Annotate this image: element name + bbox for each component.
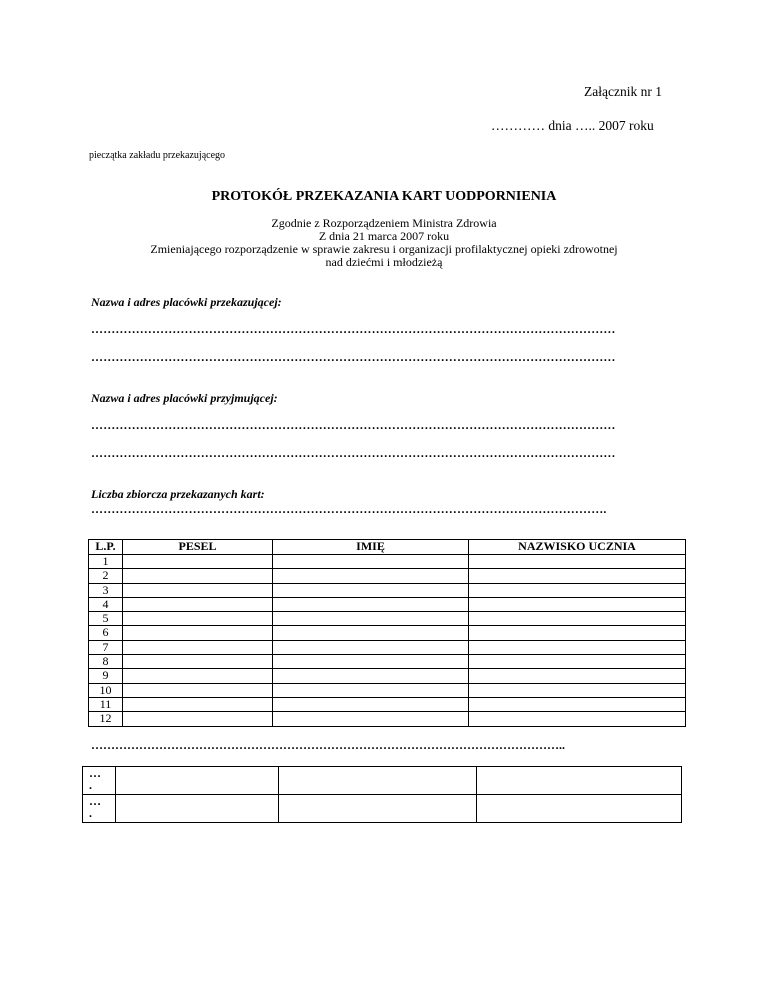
table-row	[89, 569, 686, 583]
continuation-marker-text: … .	[89, 794, 101, 820]
table-row	[89, 583, 686, 597]
nazwisko-cell[interactable]	[469, 683, 686, 697]
subtitle-line-2: Z dnia 21 marca 2007 roku	[318, 229, 450, 243]
pesel-cell[interactable]	[123, 626, 273, 640]
receiver-dots-1: …………………………………………………………………………………………………………………	[91, 418, 616, 432]
continuation-table	[82, 766, 682, 823]
imie-cell[interactable]	[273, 712, 469, 726]
pesel-cell[interactable]	[123, 683, 273, 697]
pesel-cell[interactable]	[123, 612, 273, 626]
imie-cell[interactable]	[279, 767, 477, 795]
pesel-cell[interactable]	[123, 569, 273, 583]
subtitle-line-4: nad dziećmi i młodzieżą	[325, 255, 443, 269]
count-label: Liczba zbiorcza przekazanych kart:	[91, 487, 265, 501]
table-row	[83, 767, 682, 795]
table-header-row	[89, 540, 686, 555]
imie-cell[interactable]	[273, 555, 469, 569]
imie-cell[interactable]	[273, 569, 469, 583]
row-number: 9	[89, 669, 123, 683]
nazwisko-cell[interactable]	[469, 697, 686, 711]
row-number: 1	[89, 555, 123, 569]
continuation-marker-text: … .	[89, 766, 101, 792]
nazwisko-cell[interactable]	[469, 655, 686, 669]
pesel-cell[interactable]	[123, 712, 273, 726]
header-pesel: PESEL	[123, 540, 273, 555]
continuation-marker	[83, 767, 116, 795]
table-row	[89, 640, 686, 654]
subtitle-line-1: Zgodnie z Rozporządzeniem Ministra Zdrowia	[271, 216, 497, 230]
imie-cell[interactable]	[273, 597, 469, 611]
nazwisko-cell[interactable]	[477, 767, 682, 795]
nazwisko-cell[interactable]	[469, 640, 686, 654]
header-nazwisko: NAZWISKO UCZNIA	[469, 540, 686, 555]
pesel-cell[interactable]	[116, 767, 279, 795]
receiver-dots-2: …………………………………………………………………………………………………………………	[91, 446, 616, 460]
nazwisko-cell[interactable]	[469, 612, 686, 626]
row-number: 5	[89, 612, 123, 626]
pesel-cell[interactable]	[123, 555, 273, 569]
row-number: 6	[89, 626, 123, 640]
students-table	[88, 539, 686, 727]
imie-cell[interactable]	[273, 669, 469, 683]
header-imie: IMIĘ	[273, 540, 469, 555]
imie-cell[interactable]	[279, 795, 477, 823]
attachment-label: Załącznik nr 1	[584, 84, 662, 99]
stamp-label: pieczątka zakładu przekazującego	[89, 150, 226, 161]
pesel-cell[interactable]	[123, 697, 273, 711]
receiver-label: Nazwa i adres placówki przyjmującej:	[91, 391, 278, 405]
imie-cell[interactable]	[273, 626, 469, 640]
pesel-cell[interactable]	[123, 597, 273, 611]
continuation-marker	[83, 795, 116, 823]
table-row	[89, 626, 686, 640]
row-number: 10	[89, 683, 123, 697]
nazwisko-cell[interactable]	[469, 626, 686, 640]
table-row	[89, 612, 686, 626]
imie-cell[interactable]	[273, 655, 469, 669]
table-row	[89, 597, 686, 611]
row-number: 12	[89, 712, 123, 726]
table-row	[89, 669, 686, 683]
table-row	[89, 683, 686, 697]
pesel-cell[interactable]	[123, 640, 273, 654]
sender-label: Nazwa i adres placówki przekazującej:	[91, 295, 282, 309]
document-title: PROTOKÓŁ PRZEKAZANIA KART UODPORNIENIA	[211, 189, 557, 204]
pesel-cell[interactable]	[123, 655, 273, 669]
nazwisko-cell[interactable]	[477, 795, 682, 823]
row-number: 3	[89, 583, 123, 597]
date-line: ………… dnia ….. 2007 roku	[491, 118, 654, 133]
count-dots: ……………………………………………………………………………………………………………….	[91, 502, 607, 516]
row-number: 11	[89, 697, 123, 711]
table-row	[89, 697, 686, 711]
imie-cell[interactable]	[273, 697, 469, 711]
imie-cell[interactable]	[273, 683, 469, 697]
imie-cell[interactable]	[273, 612, 469, 626]
nazwisko-cell[interactable]	[469, 569, 686, 583]
imie-cell[interactable]	[273, 583, 469, 597]
pesel-cell[interactable]	[116, 795, 279, 823]
table-row	[89, 655, 686, 669]
row-number: 8	[89, 655, 123, 669]
nazwisko-cell[interactable]	[469, 597, 686, 611]
table-row	[89, 712, 686, 726]
header-lp: L.P.	[89, 540, 123, 555]
imie-cell[interactable]	[273, 640, 469, 654]
table-row	[83, 795, 682, 823]
sender-dots-1: …………………………………………………………………………………………………………………	[91, 322, 616, 336]
row-number: 4	[89, 597, 123, 611]
row-number: 7	[89, 640, 123, 654]
subtitle-line-3: Zmieniającego rozporządzenie w sprawie zakresu i organizacji profilaktycznej opieki zdrowotnej	[150, 242, 618, 256]
pesel-cell[interactable]	[123, 583, 273, 597]
separator-dots: ………………………………………………………………………………………………………..	[91, 738, 565, 752]
nazwisko-cell[interactable]	[469, 555, 686, 569]
row-number: 2	[89, 569, 123, 583]
pesel-cell[interactable]	[123, 669, 273, 683]
nazwisko-cell[interactable]	[469, 583, 686, 597]
nazwisko-cell[interactable]	[469, 669, 686, 683]
table-row	[89, 555, 686, 569]
nazwisko-cell[interactable]	[469, 712, 686, 726]
sender-dots-2: …………………………………………………………………………………………………………………	[91, 350, 616, 364]
